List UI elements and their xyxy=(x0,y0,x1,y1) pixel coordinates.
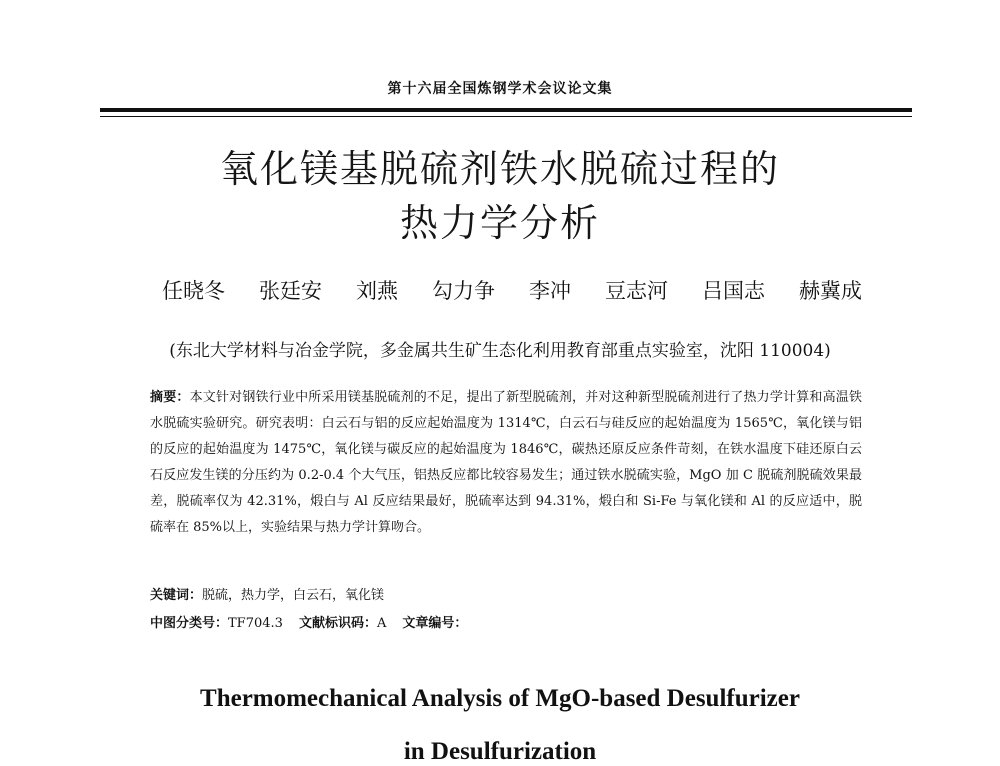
author: 勾力争 xyxy=(432,279,495,303)
header-rule-thin xyxy=(100,116,912,117)
paper-title-line1: 氧化镁基脱硫剂铁水脱硫过程的 xyxy=(219,147,780,191)
paper-title-line2: 热力学分析 xyxy=(399,201,600,245)
abstract xyxy=(150,385,862,541)
clc-value: TF704.3 xyxy=(228,616,283,631)
author: 吕国志 xyxy=(702,279,765,303)
doc-code-value: A xyxy=(376,616,387,631)
affiliation: (东北大学材料与冶金学院，多金属共生矿生态化利用教育部重点实验室，沈阳 110004) xyxy=(169,341,831,361)
author: 李冲 xyxy=(529,279,571,303)
header-rule-thick xyxy=(100,108,912,112)
english-title-line2: in Desulfurization xyxy=(403,738,597,765)
doc-code-label: 文献标识码： xyxy=(298,616,377,631)
keywords-label: 关键词： xyxy=(150,588,203,603)
journal-header: 第十六届全国炼钢学术会议论文集 xyxy=(387,81,613,97)
keywords-text: 脱硫，热力学，白云石，氧化镁 xyxy=(202,588,385,603)
english-title-line1: Thermomechanical Analysis of MgO-based Desulfurizer xyxy=(200,685,800,712)
classification-line xyxy=(150,612,862,631)
keywords xyxy=(150,584,862,603)
clc-label: 中图分类号： xyxy=(150,616,229,631)
author: 赫冀成 xyxy=(799,279,862,303)
author: 张廷安 xyxy=(259,279,322,303)
author: 豆志河 xyxy=(605,279,668,303)
author-list xyxy=(162,275,862,305)
author: 任晓冬 xyxy=(162,279,225,303)
article-number-label: 文章编号： xyxy=(402,616,468,631)
abstract-label: 摘要： xyxy=(150,390,190,405)
author: 刘燕 xyxy=(356,279,398,303)
abstract-text: 本文针对钢铁行业中所采用镁基脱硫剂的不足，提出了新型脱硫剂，并对这种新型脱硫剂进行了热力学计算和高温铁水脱硫实验研究。研究表明：白云石与铝的反应起始温度为 1314℃，白云石与硅反应的起始温度为 1565℃，氧化镁与铝的反应的起始温度为 1475℃，氧化镁与碳反应的起始温度为 1846℃，碳热还原反应条件苛刻，在铁水温度下硅还原白云石反应发生镁的分压约为 0.2-0.4 个大气压，铝热反应都比较容易发生；通过铁水脱硫实验，MgO 加 C 脱硫剂脱硫效果最差，脱硫率仅为 42.31%，煅白与 Al 反应结果最好，脱硫率达到 94.31%，煅白和 Si-Fe 与氧化镁和 Al 的反应适中，脱硫率在 85%以上，实验结果与热力学计算吻合。 xyxy=(150,390,862,535)
